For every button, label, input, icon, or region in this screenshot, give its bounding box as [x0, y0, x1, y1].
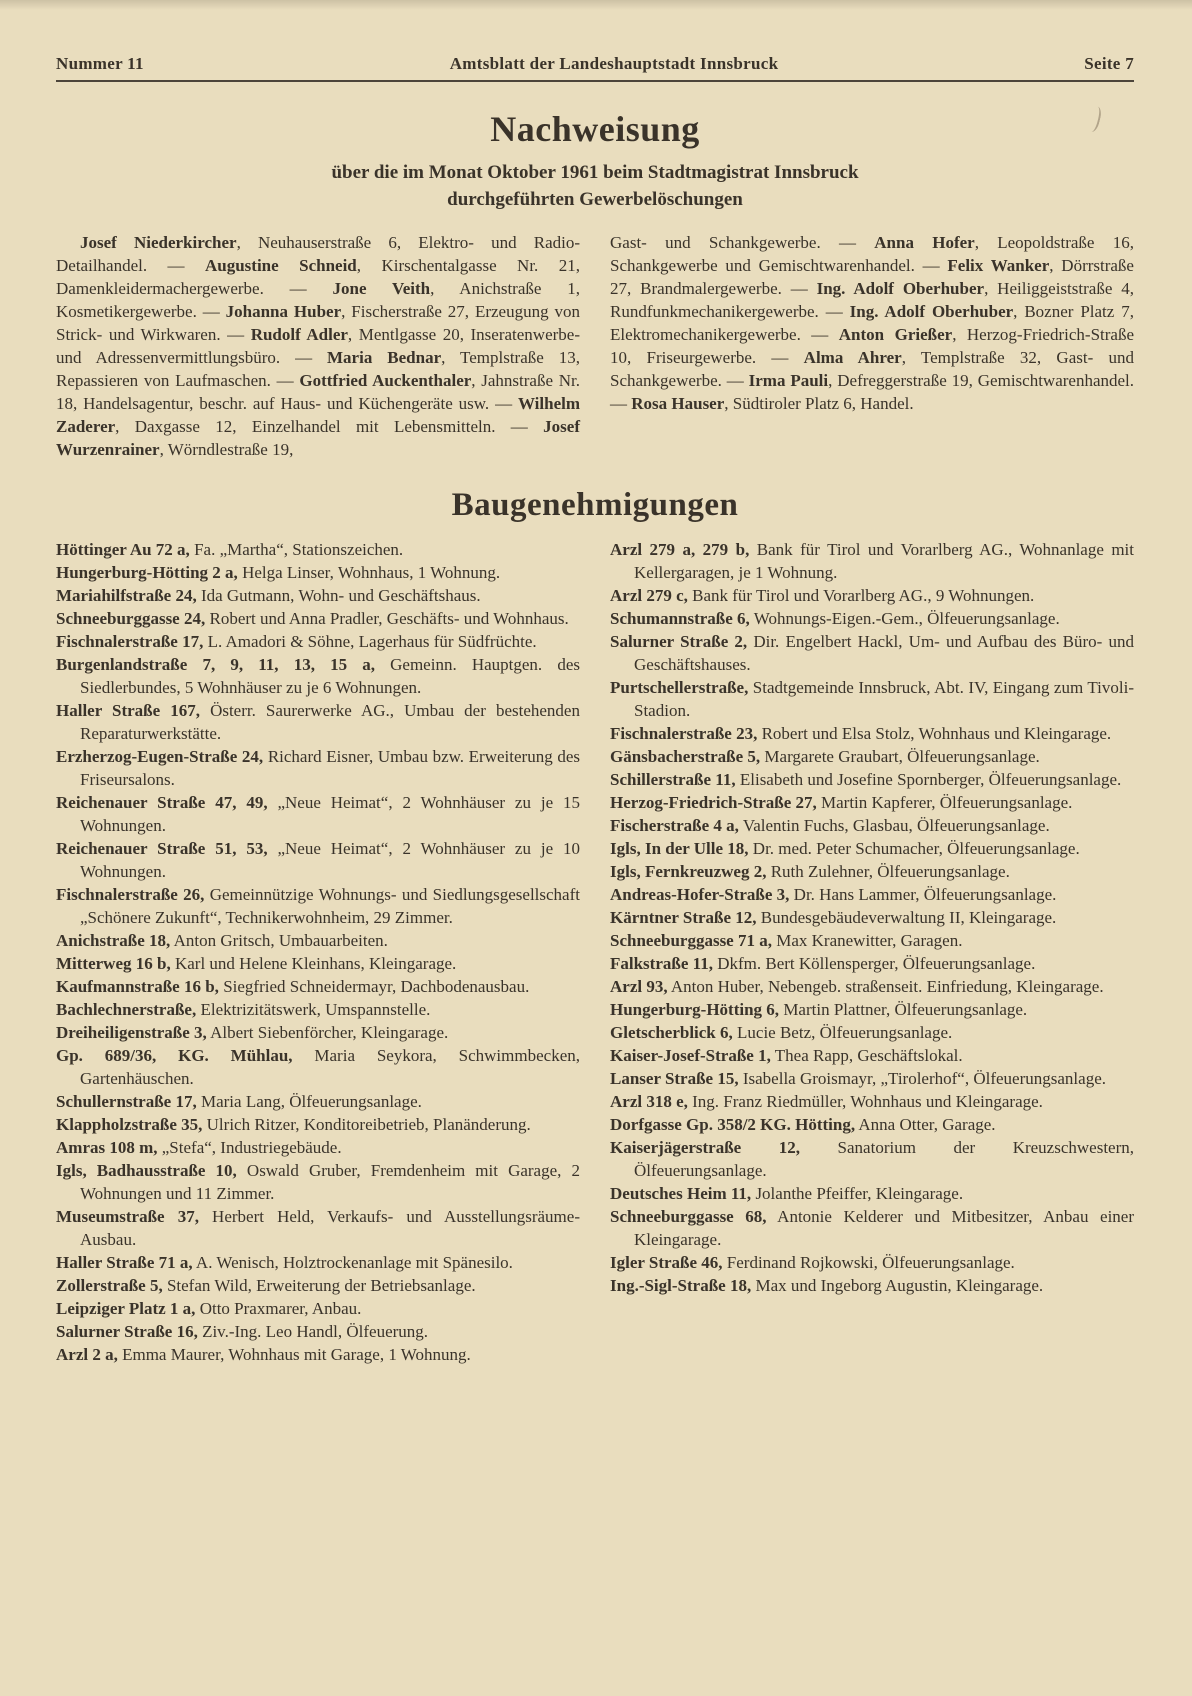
baugenehmigungen-title: Baugenehmigungen: [451, 487, 739, 524]
permit-detail: Gemeinn. Hauptgen. des Siedlerbundes, 5 Wohnhäuser zu je 6 Wohnungen.: [80, 655, 580, 698]
permit-address: Herzog-Friedrich-Straße 27,: [610, 793, 817, 813]
permit-columns: [56, 538, 1134, 1366]
permit-address: Haller Straße 167,: [56, 701, 200, 721]
permit-entry: [56, 1274, 580, 1297]
permit-address: Hungerburg-Hötting 6,: [610, 1000, 780, 1020]
entry-text: , Bozner Platz 7, Elektromechanikergewerbe. —: [610, 302, 1134, 345]
permit-address: Bachlechnerstraße,: [56, 1000, 197, 1020]
page-header: [56, 54, 1134, 74]
subtitle-line-2: durchgeführten Gewerbelöschungen: [447, 188, 743, 210]
permit-address: Fischnalerstraße 17,: [56, 632, 204, 652]
permit-detail: Ziv.-Ing. Leo Handl, Ölfeuerung.: [197, 1322, 429, 1342]
permit-entry: [610, 768, 1134, 791]
permit-entry: [610, 860, 1134, 883]
permit-entry: [56, 699, 580, 745]
section-nachweisung: [56, 108, 1134, 461]
person-name: Gottfried Auckenthaler: [299, 371, 472, 391]
permit-address: Salurner Straße 16,: [56, 1322, 198, 1342]
permit-detail: Isabella Groismayr, „Tirolerhof“, Ölfeuerungsanlage.: [738, 1069, 1106, 1089]
permit-address: Igls, In der Ulle 18,: [610, 839, 749, 859]
permit-entry: [610, 1044, 1134, 1067]
permit-address: Reichenauer Straße 47, 49,: [56, 793, 268, 813]
permit-detail: Fa. „Martha“, Stationszeichen.: [189, 540, 404, 560]
entry-text: , Defreggerstraße 19, Gemischtwarenhandel. —: [610, 371, 1135, 414]
permit-detail: Siegfried Schneidermayr, Dachbodenausbau.: [218, 977, 530, 997]
permit-address: Arzl 279 c,: [610, 586, 688, 606]
permit-entry: [610, 1251, 1134, 1274]
permit-entry: [610, 1113, 1134, 1136]
permit-address: Reichenauer Straße 51, 53,: [56, 839, 268, 859]
section-baugenehmigungen: [56, 487, 1134, 1366]
permit-detail: Albert Siebenförcher, Kleingarage.: [206, 1023, 449, 1043]
permit-detail: Sanatorium der Kreuzschwestern, Ölfeuerungsanlage.: [634, 1138, 1134, 1181]
permit-entry: [610, 584, 1134, 607]
permit-address: Schillerstraße 11,: [610, 770, 736, 790]
permit-address: Arzl 2 a,: [56, 1345, 118, 1365]
permit-detail: Stefan Wild, Erweiterung der Betriebsanlage.: [162, 1276, 476, 1296]
permit-detail: Ida Gutmann, Wohn- und Geschäftshaus.: [196, 586, 481, 606]
permit-entry: [610, 1136, 1134, 1182]
permit-address: Arzl 93,: [610, 977, 668, 997]
permit-address: Anichstraße 18,: [56, 931, 171, 951]
nachweisung-title: Nachweisung: [490, 109, 700, 149]
permit-address: Gletscherblick 6,: [610, 1023, 733, 1043]
permit-address: Purtschellerstraße,: [610, 678, 749, 698]
permit-entry: [610, 791, 1134, 814]
person-name: Augustine Schneid: [204, 256, 357, 276]
permit-entry: [610, 929, 1134, 952]
nachweisung-subtitle: [56, 160, 1134, 213]
permit-address: Salurner Straße 2,: [610, 632, 748, 652]
permit-address: Gänsbacherstraße 5,: [610, 747, 761, 767]
permit-detail: Ruth Zulehner, Ölfeuerungsanlage.: [766, 862, 1010, 882]
person-name: Rosa Hauser: [631, 394, 725, 414]
issue-number: Nummer 11: [56, 54, 144, 73]
entry-text: , Jahnstraße Nr. 18, Handelsagentur, beschr. auf Haus- und Küchengeräte usw. —: [56, 371, 580, 414]
permit-entry: [610, 906, 1134, 929]
permit-entry: [610, 538, 1134, 584]
permit-entry: [56, 998, 580, 1021]
entry-text: , Südtiroler Platz 6, Handel.: [724, 394, 914, 414]
permit-detail: Martin Kapferer, Ölfeuerungsanlage.: [816, 793, 1073, 813]
permit-address: Museumstraße 37,: [56, 1207, 199, 1227]
person-name: Wilhelm Zaderer: [56, 394, 580, 437]
permit-detail: Dir. Engelbert Hackl, Um- und Aufbau des Büro- und Geschäftshauses.: [634, 632, 1135, 675]
permit-detail: Margarete Graubart, Ölfeuerungsanlage.: [760, 747, 1040, 767]
permit-detail: Stadtgemeinde Innsbruck, Abt. IV, Eingang zum Tivoli-Stadion.: [634, 678, 1134, 721]
permit-detail: Maria Lang, Ölfeuerungsanlage.: [196, 1092, 422, 1112]
permit-entry: [56, 1251, 580, 1274]
person-name: Rudolf Adler: [250, 325, 348, 345]
permit-address: Schneeburggasse 71 a,: [610, 931, 772, 951]
permit-entry: [610, 745, 1134, 768]
permit-address: Arzl 318 e,: [610, 1092, 688, 1112]
permit-address: Höttinger Au 72 a,: [56, 540, 190, 560]
permit-entry: [610, 676, 1134, 722]
permit-entry: [610, 952, 1134, 975]
subtitle-line-1: über die im Monat Oktober 1961 beim Stadtmagistrat Innsbruck: [331, 162, 859, 183]
permit-entry: [56, 952, 580, 975]
permit-address: Igls, Fernkreuzweg 2,: [610, 862, 767, 882]
permit-detail: A. Wenisch, Holztrockenanlage mit Spänesilo.: [192, 1253, 513, 1273]
person-name: Josef Wurzenrainer: [56, 417, 580, 460]
permit-entry: [56, 975, 580, 998]
person-name: Felix Wanker: [947, 256, 1050, 276]
permit-entry: [610, 998, 1134, 1021]
permit-entry: [56, 561, 580, 584]
permit-detail: „Neue Heimat“, 2 Wohnhäuser zu je 10 Wohnungen.: [80, 839, 580, 882]
permit-entry: [56, 1343, 580, 1366]
permit-entry: [56, 1320, 580, 1343]
permit-entry: [610, 837, 1134, 860]
permit-detail: Anton Huber, Nebengeb. straßenseit. Einfriedung, Kleingarage.: [667, 977, 1104, 997]
permit-entry: [610, 1067, 1134, 1090]
permit-address: Erzherzog-Eugen-Straße 24,: [56, 747, 264, 767]
permit-address: Lanser Straße 15,: [610, 1069, 739, 1089]
entry-text: , Mentlgasse 20, Inseratenwerbe- und Adressenvermittlungsbüro. —: [56, 325, 580, 368]
permit-detail: Richard Eisner, Umbau bzw. Erweiterung des Friseursalons.: [80, 747, 580, 790]
permit-detail: Thea Rapp, Geschäftslokal.: [770, 1046, 963, 1066]
permit-detail: Österr. Saurerwerke AG., Umbau der bestehenden Reparaturwerkstätte.: [80, 701, 580, 744]
permit-entry: [56, 1297, 580, 1320]
permit-address: Burgenlandstraße 7, 9, 11, 13, 15 a,: [56, 655, 375, 675]
permit-detail: Jolanthe Pfeiffer, Kleingarage.: [751, 1184, 964, 1204]
permit-entry: [56, 607, 580, 630]
permit-entry: [56, 1205, 580, 1251]
permit-address: Leipziger Platz 1 a,: [56, 1299, 196, 1319]
permit-detail: Elektrizitätswerk, Umspannstelle.: [196, 1000, 431, 1020]
permit-detail: Bundesgebäudeverwaltung II, Kleingarage.: [756, 908, 1057, 928]
permits-left-column: [56, 538, 580, 1366]
permit-detail: Bank für Tirol und Vorarlberg AG., Wohnanlage mit Kellergaragen, je 1 Wohnung.: [634, 540, 1135, 583]
permit-entry: [610, 607, 1134, 630]
permit-address: Schumannstraße 6,: [610, 609, 750, 629]
permit-entry: [56, 653, 580, 699]
permit-detail: Karl und Helene Kleinhans, Kleingarage.: [170, 954, 457, 974]
permit-detail: Wohnungs-Eigen.-Gem., Ölfeuerungsanlage.: [749, 609, 1060, 629]
permit-detail: Ulrich Ritzer, Konditoreibetrieb, Planänderung.: [202, 1115, 531, 1135]
permit-entry: [610, 1182, 1134, 1205]
permit-detail: Martin Plattner, Ölfeuerungsanlage.: [779, 1000, 1028, 1020]
permit-detail: Anton Gritsch, Umbauarbeiten.: [170, 931, 388, 951]
permit-detail: Elisabeth und Josefine Spornberger, Ölfeuerungsanlage.: [735, 770, 1122, 790]
permit-address: Schneeburggasse 24,: [56, 609, 206, 629]
permit-detail: Antonie Kelderer und Mitbesitzer, Anbau einer Kleingarage.: [634, 1207, 1135, 1250]
permit-address: Fischnalerstraße 23,: [610, 724, 758, 744]
permit-entry: [610, 883, 1134, 906]
permit-entry: [56, 584, 580, 607]
permit-address: Falkstraße 11,: [610, 954, 713, 974]
entry-text: , Fischerstraße 27, Erzeugung von Strick- und Wirkwaren. —: [56, 302, 580, 345]
entry-text: , Wörndlestraße 19,: [159, 440, 294, 460]
permit-entry: [56, 538, 580, 561]
permit-detail: Ing. Franz Riedmüller, Wohnhaus und Kleingarage.: [687, 1092, 1043, 1112]
permit-entry: [56, 1044, 580, 1090]
permit-detail: Dkfm. Bert Köllensperger, Ölfeuerungsanlage.: [712, 954, 1036, 974]
permit-entry: [610, 630, 1134, 676]
permit-entry: [56, 1113, 580, 1136]
header-rule: [56, 80, 1134, 82]
permit-address: Schneeburggasse 68,: [610, 1207, 767, 1227]
person-name: Anton Grießer: [838, 325, 953, 345]
entry-text: , Templstraße 13, Repassieren von Laufmaschen. —: [56, 348, 580, 391]
permit-detail: Max und Ingeborg Augustin, Kleingarage.: [751, 1276, 1044, 1296]
permit-detail: Maria Seykora, Schwimmbecken, Gartenhäuschen.: [80, 1046, 580, 1089]
permit-address: Kaiser-Josef-Straße 1,: [610, 1046, 771, 1066]
permit-detail: Lucie Betz, Ölfeuerungsanlage.: [732, 1023, 953, 1043]
permit-address: Kärntner Straße 12,: [610, 908, 757, 928]
entry-text: , Dörrstraße 27, Brandmalergewerbe. —: [610, 256, 1134, 299]
person-name: Ing. Adolf Oberhuber: [816, 279, 985, 299]
person-name: Anna Hofer: [874, 233, 975, 253]
permit-detail: „Neue Heimat“, 2 Wohnhäuser zu je 15 Wohnungen.: [80, 793, 580, 836]
permit-detail: Ferdinand Rojkowski, Ölfeuerungsanlage.: [722, 1253, 1015, 1273]
gewerbe-left-paragraph: [56, 231, 580, 461]
permit-entry: [56, 1090, 580, 1113]
permit-address: Igls, Badhausstraße 10,: [56, 1161, 237, 1181]
permit-address: Gp. 689/36, KG. Mühlau,: [56, 1046, 293, 1066]
permit-address: Dreiheiligenstraße 3,: [56, 1023, 207, 1043]
permit-detail: Robert und Elsa Stolz, Wohnhaus und Kleingarage.: [757, 724, 1112, 744]
permit-address: Haller Straße 71 a,: [56, 1253, 193, 1273]
permit-address: Dorfgasse Gp. 358/2 KG. Hötting,: [610, 1115, 856, 1135]
permit-address: Mitterweg 16 b,: [56, 954, 171, 974]
permit-entry: [56, 837, 580, 883]
permit-address: Hungerburg-Hötting 2 a,: [56, 563, 238, 583]
entry-text: , Daxgasse 12, Einzelhandel mit Lebensmitteln. —: [115, 417, 544, 437]
permit-entry: [610, 1090, 1134, 1113]
entry-text: , Kirschentalgasse Nr. 21, Damenkleidermachergewerbe. —: [56, 256, 580, 299]
permit-address: Arzl 279 a, 279 b,: [610, 540, 750, 560]
journal-title: Amtsblatt der Landeshauptstadt Innsbruck: [449, 54, 779, 73]
permit-detail: Helga Linser, Wohnhaus, 1 Wohnung.: [237, 563, 501, 583]
permit-entry: [610, 722, 1134, 745]
permit-entry: [56, 630, 580, 653]
entry-text: , Anichstraße 1, Kosmetikergewerbe. —: [56, 279, 581, 322]
permit-detail: Emma Maurer, Wohnhaus mit Garage, 1 Wohnung.: [117, 1345, 471, 1365]
permit-address: Andreas-Hofer-Straße 3,: [610, 885, 790, 905]
entry-text: , Neuhauserstraße 6, Elektro- und Radio-Detailhandel. —: [56, 233, 581, 276]
permit-detail: Herbert Held, Verkaufs- und Ausstellungsräume-Ausbau.: [80, 1207, 580, 1250]
gewerbe-left-column: [56, 231, 580, 461]
permit-entry: [610, 1021, 1134, 1044]
permit-entry: [56, 791, 580, 837]
person-name: Josef Niederkircher: [80, 233, 237, 253]
permit-address: Ing.-Sigl-Straße 18,: [610, 1276, 752, 1296]
permit-detail: Dr. Hans Lammer, Ölfeuerungsanlage.: [789, 885, 1057, 905]
permit-address: Zollerstraße 5,: [56, 1276, 163, 1296]
permit-address: Schullernstraße 17,: [56, 1092, 197, 1112]
permit-detail: Anna Otter, Garage.: [855, 1115, 996, 1135]
person-name: Ing. Adolf Oberhuber: [849, 302, 1014, 322]
page-number: Seite 7: [1084, 54, 1134, 73]
permit-address: Fischerstraße 4 a,: [610, 816, 739, 836]
permit-address: Kaiserjägerstraße 12,: [610, 1138, 801, 1158]
person-name: Maria Bednar: [327, 348, 442, 368]
permit-entry: [56, 883, 580, 929]
permit-address: Klappholzstraße 35,: [56, 1115, 203, 1135]
entry-text: Gast- und Schankgewerbe. —: [610, 233, 875, 253]
permit-entry: [56, 1021, 580, 1044]
permit-detail: Max Kranewitter, Garagen.: [771, 931, 963, 951]
permit-address: Mariahilfstraße 24,: [56, 586, 197, 606]
permit-entry: [610, 975, 1134, 998]
person-name: Alma Ahrer: [803, 348, 902, 368]
permit-detail: Valentin Fuchs, Glasbau, Ölfeuerungsanlage.: [738, 816, 1050, 836]
entry-text: , Leopoldstraße 16, Schankgewerbe und Gemischtwarenhandel. —: [610, 233, 1134, 276]
person-name: Irma Pauli: [748, 371, 829, 391]
permit-entry: [610, 1274, 1134, 1297]
permit-detail: Gemeinnützige Wohnungs- und Siedlungsgesellschaft „Schönere Zukunft“, Technikerwohnheim, 29 Zimmer.: [80, 885, 580, 928]
permit-address: Kaufmannstraße 16 b,: [56, 977, 219, 997]
permit-address: Fischnalerstraße 26,: [56, 885, 205, 905]
permit-address: Deutsches Heim 11,: [610, 1184, 752, 1204]
permit-detail: Oswald Gruber, Fremdenheim mit Garage, 2 Wohnungen und 11 Zimmer.: [80, 1161, 580, 1204]
permit-entry: [56, 1136, 580, 1159]
permit-detail: Bank für Tirol und Vorarlberg AG., 9 Wohnungen.: [687, 586, 1035, 606]
entry-text: , Herzog-Friedrich-Straße 10, Friseurgewerbe. —: [610, 325, 1134, 368]
permit-entry: [610, 1205, 1134, 1251]
permit-detail: „Stefa“, Industriegebäude.: [157, 1138, 342, 1158]
permit-entry: [56, 745, 580, 791]
permit-detail: Robert und Anna Pradler, Geschäfts- und Wohnhaus.: [205, 609, 569, 629]
permits-right-column: [610, 538, 1134, 1366]
permit-address: Igler Straße 46,: [610, 1253, 723, 1273]
person-name: Jone Veith: [332, 279, 431, 299]
permit-detail: Dr. med. Peter Schumacher, Ölfeuerungsanlage.: [748, 839, 1080, 859]
gewerbe-right-paragraph: [610, 231, 1134, 415]
entry-text: , Heiliggeiststraße 4, Rundfunkmechanikergewerbe. —: [610, 279, 1134, 322]
entry-text: , Templstraße 32, Gast- und Schankgewerbe. —: [610, 348, 1134, 391]
gewerbe-right-column: [610, 231, 1134, 461]
permit-detail: L. Amadori & Söhne, Lagerhaus für Südfrüchte.: [203, 632, 537, 652]
permit-entry: [56, 1159, 580, 1205]
gewerbe-columns: [56, 231, 1134, 461]
permit-address: Amras 108 m,: [56, 1138, 158, 1158]
person-name: Johanna Huber: [225, 302, 342, 322]
permit-detail: Otto Praxmarer, Anbau.: [195, 1299, 362, 1319]
permit-entry: [610, 814, 1134, 837]
permit-entry: [56, 929, 580, 952]
